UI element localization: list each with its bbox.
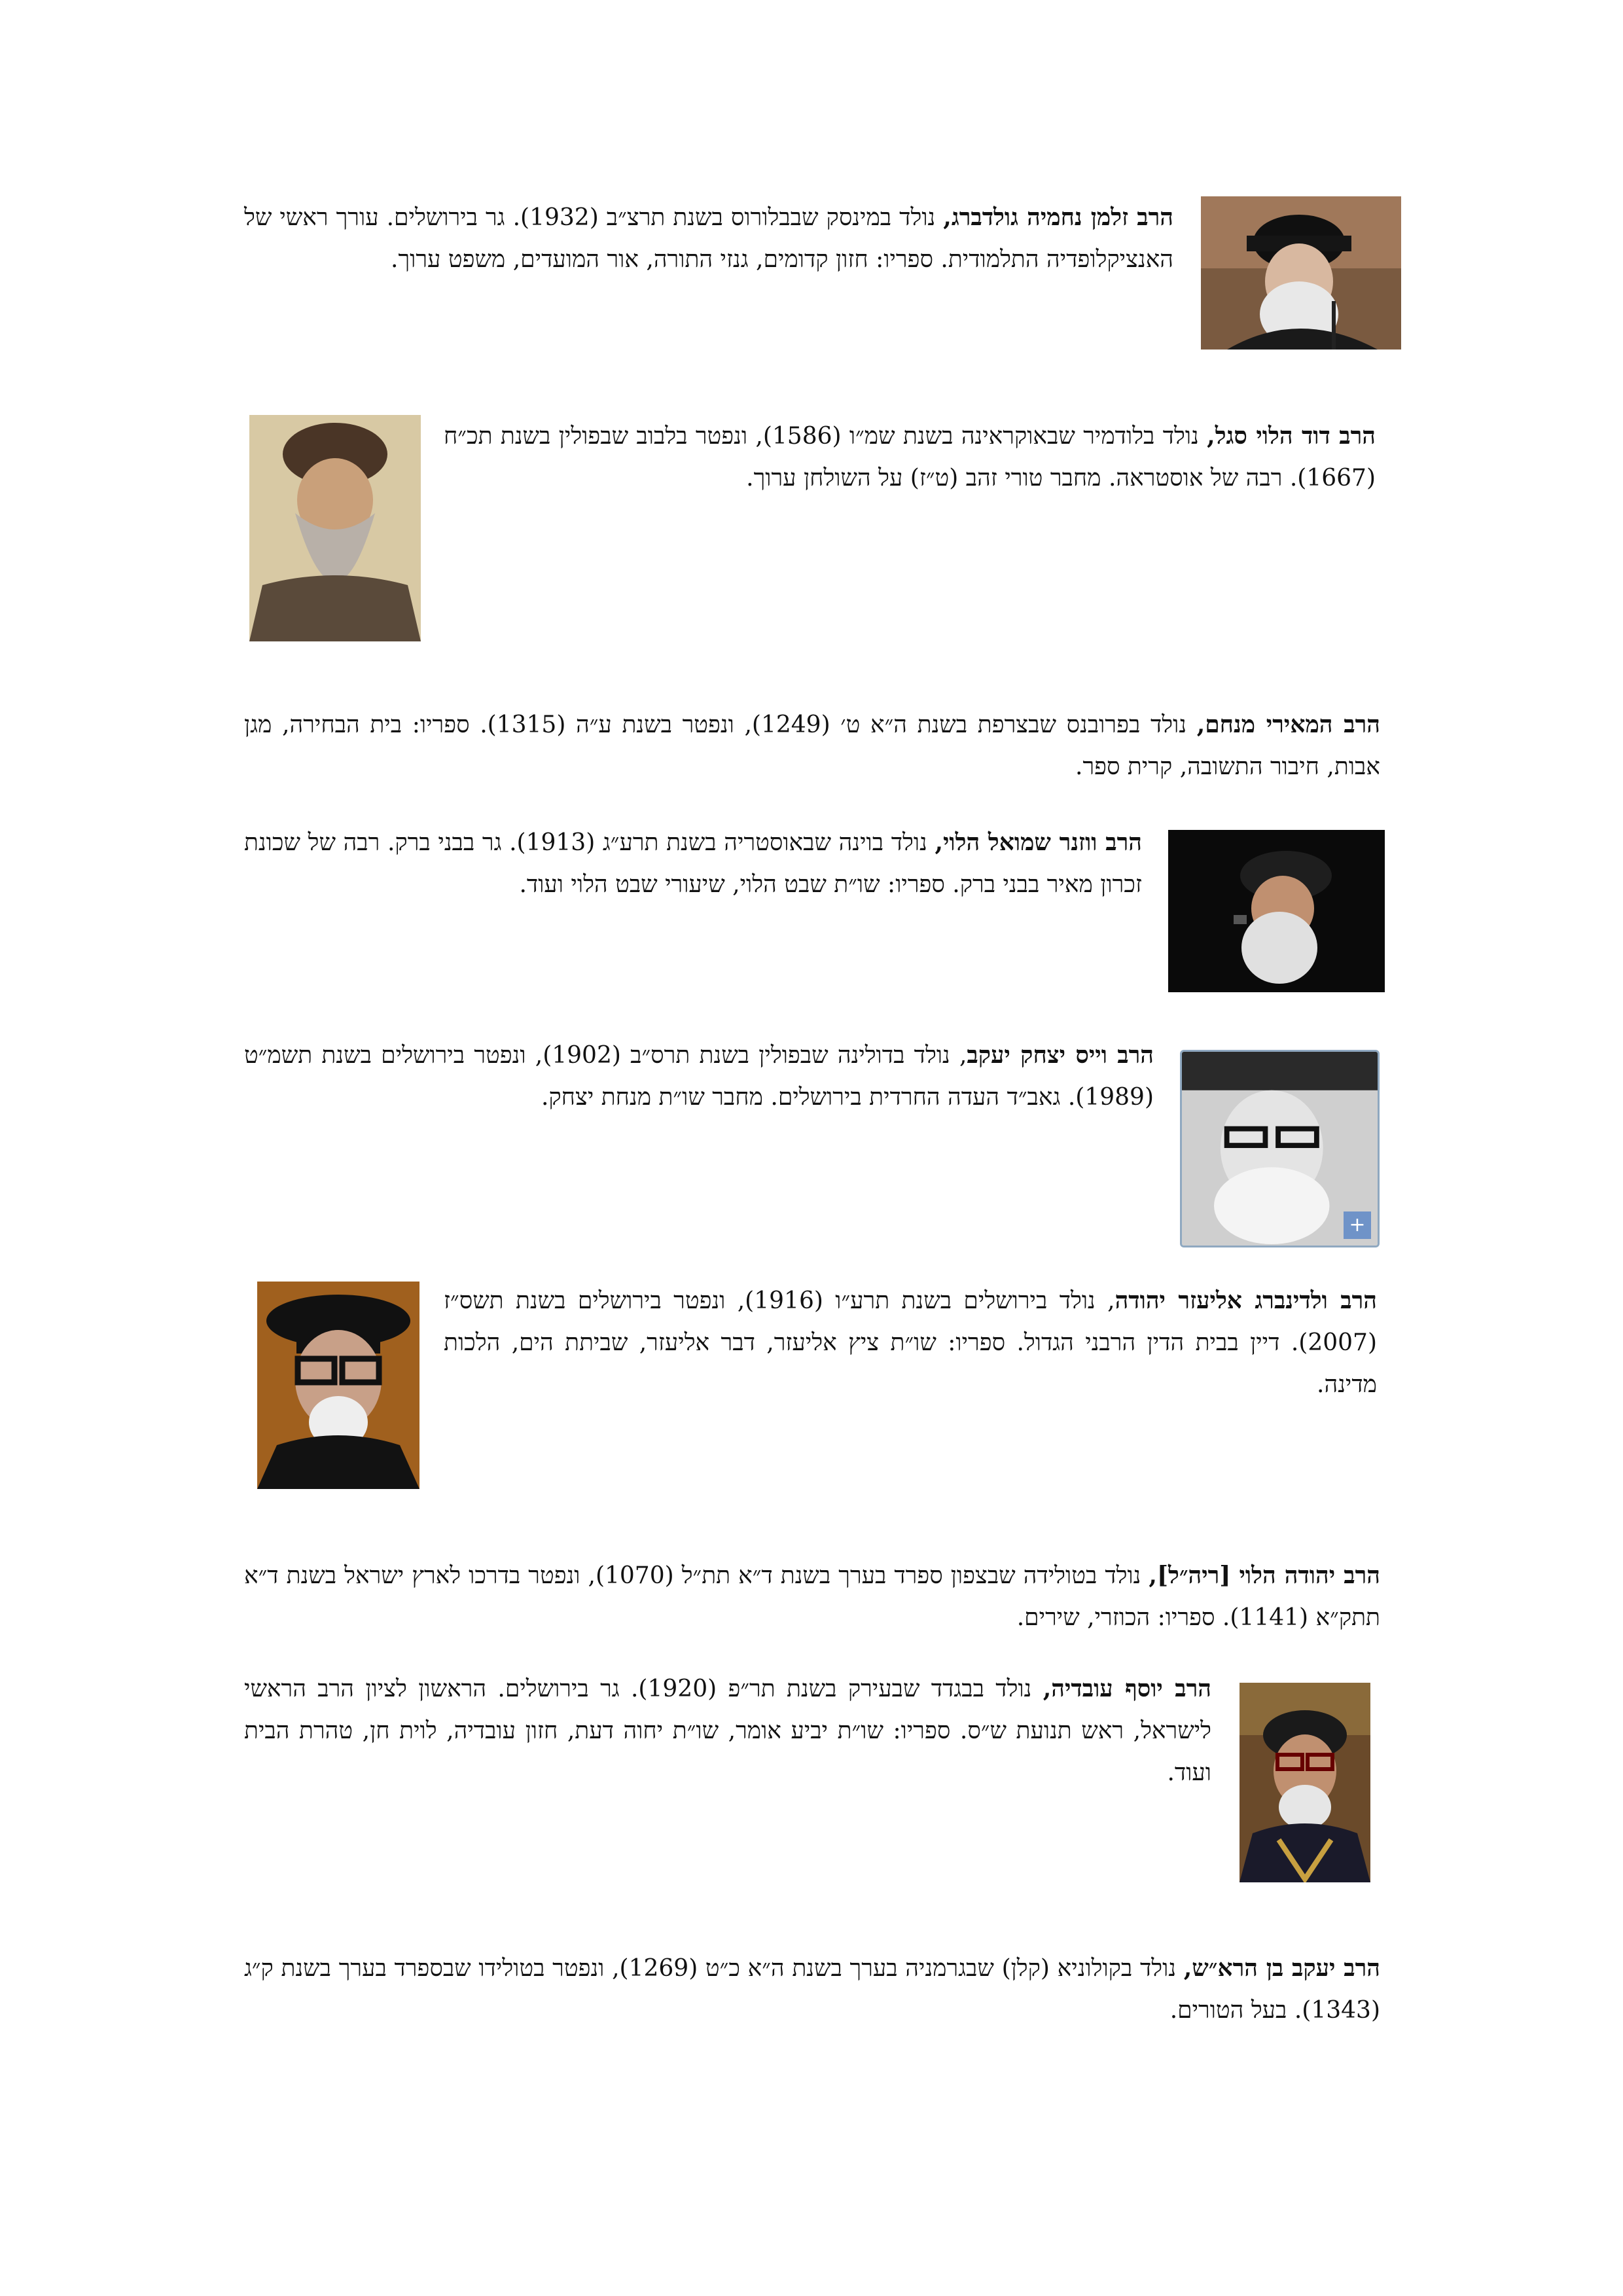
- entry-yehuda-halevi: [244, 1554, 1380, 1639]
- portrait-painting: [249, 415, 421, 641]
- entry-text: [244, 704, 1380, 788]
- entry-meiri: [244, 704, 1380, 788]
- entry-text: [244, 1554, 1380, 1639]
- entry-bio: , נולד בדולינה שבפולין בשנת תרס״ב (1902), ונפטר בירושלים בשנת תשמ״ט (1989). גאב״ד העדה החרדית בירושלים. מחבר שו״ת מנחת יצחק.: [244, 1042, 1154, 1111]
- entry-bio: , נולד בירושלים בשנת תרע״ו (1916), ונפטר בירושלים בשנת תשס״ז (2007). דיין בבית הדין הרבני הגדול. ספריו: שו״ת ציץ אליעזר, דבר אליעזר, שביתת הים, הלכות מדינה.: [444, 1287, 1377, 1398]
- entry-text: [244, 1947, 1380, 2032]
- entry-name: הרב ווזנר שמואל הלוי,: [935, 829, 1142, 856]
- entry-text: [444, 1280, 1377, 1406]
- entry-bio: נולד בקולוניא (קלן) שבגרמניה בערך בשנת ה״א כ״ט (1269), ונפטר בטולידו שבספרד בערך בשנת ק״ג (1343). בעל הטורים.: [244, 1955, 1380, 2024]
- entry-text: [444, 415, 1376, 499]
- entry-bio: נולד בפרובנס שבצרפת בשנת ה״א ט׳ (1249), ונפטר בשנת ע״ה (1315). ספריו: בית הבחירה, מגן אבות, חיבור התשובה, קרית ספר.: [244, 711, 1380, 780]
- entry-name: הרב ולדינברג אליעזר יהודה: [1115, 1287, 1378, 1314]
- entry-yaakov-ben-harosh: [244, 1947, 1380, 2032]
- entry-name: הרב דוד הלוי סגל,: [1207, 422, 1376, 450]
- entry-name: הרב וייס יצחק יעקב: [967, 1041, 1154, 1069]
- portrait-photo: [1201, 196, 1401, 350]
- entry-text: [244, 196, 1173, 281]
- entry-name: הרב המאירי מנחם,: [1196, 711, 1380, 738]
- entry-waldenberg: [444, 1280, 1377, 1406]
- entry-name: הרב יעקב בן הרא״ש,: [1183, 1954, 1380, 1982]
- entry-bio: נולד במינסק שבבלורוס בשנת תרצ״ב (1932). גר בירושלים. עורך ראשי של האנציקלופדיה התלמודית. ספריו: חזון קדומים, גנזי התורה, אור המועדים, משפט ערוך.: [244, 204, 1173, 273]
- plus-icon[interactable]: +: [1344, 1211, 1371, 1239]
- entry-name: הרב יוסף עובדיה,: [1043, 1675, 1212, 1702]
- portrait-photo: [257, 1282, 419, 1489]
- portrait-photo: [1168, 830, 1385, 992]
- entry-segal: [444, 415, 1376, 499]
- entry-goldberg: [244, 196, 1173, 281]
- entry-name: הרב זלמן נחמיה גולדברג,: [943, 204, 1173, 231]
- entry-bio: נולד בטולידה שבצפון ספרד בערך בשנת ד״א תת״ל (1070), ונפטר בדרכו לארץ ישראל בשנת ד״א תתק״א (1141). ספריו: הכוזרי, שירים.: [244, 1562, 1380, 1631]
- portrait-photo: [1240, 1683, 1370, 1882]
- entry-bio: נולד בלודמיר שבאוקראינה בשנת שמ״ו (1586), ונפטר בלבוב שבפולין בשנת תכ״ח (1667). רבה של אוסטראה. מחבר טורי זהב (ט״ז) על השולחן ערוך.: [444, 423, 1376, 492]
- entry-text: [244, 1668, 1211, 1794]
- entry-yosef: [244, 1668, 1211, 1794]
- entry-weiss: [244, 1034, 1154, 1119]
- entry-text: [244, 821, 1142, 906]
- entry-name: הרב יהודה הלוי [ריה״ל],: [1149, 1562, 1380, 1589]
- entry-bio: נולד בוינה שבאוסטריה בשנת תרע״ג (1913). גר בבני ברק. רבה של שכונת זכרון מאיר בבני ברק. ספריו: שו״ת שבט הלוי, שיעורי שבט הלוי ועוד.: [244, 829, 1142, 898]
- entry-bio: נולד בבגדד שבעירק בשנת תר״פ (1920). גר בירושלים. הראשון לציון הרב הראשי לישראל, ראש תנועת ש״ס. ספריו: שו״ת יביע אומר, שו״ת יחוה דעת, חזון עובדיה, לוית חן, טהרת הבית ועוד.: [244, 1676, 1211, 1786]
- entry-text: [244, 1034, 1154, 1119]
- entry-wosner: [244, 821, 1142, 906]
- portrait-photo[interactable]: [1180, 1050, 1380, 1247]
